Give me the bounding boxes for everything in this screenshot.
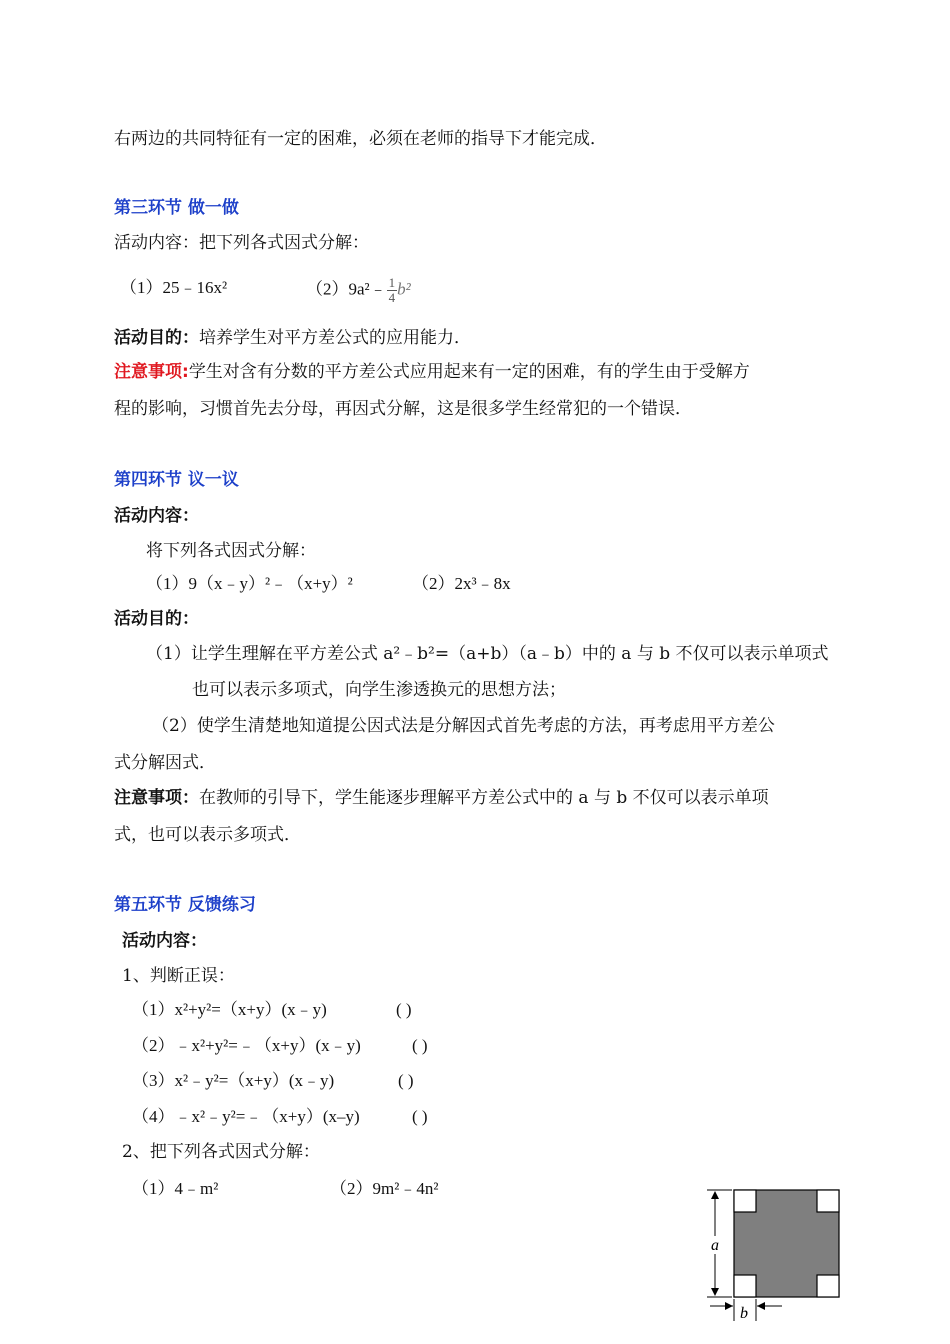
activity-content: 活动内容：把下列各式因式分解： xyxy=(114,233,369,253)
task-text: 将下列各式因式分解： xyxy=(146,541,316,561)
text-line: 右两边的共同特征有一定的困难，必须在老师的指导下才能完成． xyxy=(114,129,607,149)
answer-blank[interactable]: ( ) xyxy=(396,1000,412,1019)
activity-content-label: 活动内容： xyxy=(122,931,207,951)
fraction-denominator: 4 xyxy=(388,290,396,305)
section-three-title: 第三环节 做一做 xyxy=(114,198,239,218)
arrow-right-icon xyxy=(725,1302,733,1310)
note-label: 注意事项: xyxy=(114,362,189,382)
judge-item-1: （1）x²+y²=（x+y）(x﹣y) xyxy=(132,1000,327,1019)
purpose-point-1-cont: 也可以表示多项式，向学生渗透换元的思想方法； xyxy=(192,680,566,700)
activity-purpose-label: 活动目的： xyxy=(114,609,199,629)
judge-item-4: （4）﹣x²﹣y²=﹣（x+y）(x–y) xyxy=(132,1107,360,1126)
purpose-text: 培养学生对平方差公式的应用能力． xyxy=(199,328,471,348)
corner-square xyxy=(817,1275,839,1297)
note-continued: 程的影响，习惯首先去分母，再因式分解，这是很多学生经常犯的一个错误． xyxy=(114,399,692,419)
arrow-left-icon xyxy=(757,1302,765,1310)
square-corners-figure xyxy=(702,1186,852,1326)
purpose-point-2-cont: 式分解因式． xyxy=(114,753,216,773)
purpose-label: 活动目的： xyxy=(114,328,199,348)
purpose-point-1: （1）让学生理解在平方差公式 a²﹣b²=（a+b）（a﹣b）中的 a 与 b 不仅可以表示单项式 xyxy=(146,644,829,664)
section-four-title: 第四环节 议一议 xyxy=(114,470,239,490)
activity-purpose xyxy=(114,326,471,350)
note-label: 注意事项： xyxy=(114,788,199,808)
judge-item-3: （3）x²﹣y²=（x+y）(x﹣y) xyxy=(132,1071,335,1090)
answer-blank[interactable]: ( ) xyxy=(412,1036,428,1055)
answer-blank[interactable]: ( ) xyxy=(412,1107,428,1126)
arrow-down-icon xyxy=(711,1288,719,1296)
question-1: 1、判断正误： xyxy=(122,966,235,986)
judge-item-2: （2）﹣x²+y²=﹣（x+y）(x﹣y) xyxy=(132,1036,361,1055)
fraction-numerator: 1 xyxy=(388,275,396,290)
answer-blank[interactable]: ( ) xyxy=(398,1071,414,1090)
arrow-up-icon xyxy=(711,1191,719,1199)
factor-item-1: （1）4﹣m² xyxy=(132,1179,219,1198)
label-b: b xyxy=(740,1305,748,1322)
section-five-title: 第五环节 反馈练习 xyxy=(114,895,256,915)
fraction xyxy=(387,276,398,305)
corner-square xyxy=(734,1275,756,1297)
exercise-1: （1）9（x﹣y）²﹣（x+y）² xyxy=(146,574,353,593)
note xyxy=(114,786,769,810)
note-text: 学生对含有分数的平方差公式应用起来有一定的困难，有的学生由于受解方 xyxy=(188,362,750,382)
label-a: a xyxy=(711,1237,719,1254)
corner-square xyxy=(734,1190,756,1212)
exercise-2-pre: （2）9a²﹣ xyxy=(306,279,387,299)
activity-content-label: 活动内容： xyxy=(114,506,199,526)
note-continued: 式，也可以表示多项式． xyxy=(114,825,301,845)
question-2: 2、把下列各式因式分解： xyxy=(122,1142,320,1162)
exercise-1: （1）25﹣16x² xyxy=(120,278,228,297)
note-text: 在教师的引导下，学生能逐步理解平方差公式中的 a 与 b 不仅可以表示单项 xyxy=(199,788,769,808)
exercise-2-post: b² xyxy=(397,279,411,299)
corner-square xyxy=(817,1190,839,1212)
note xyxy=(114,360,750,384)
exercise-2 xyxy=(306,276,411,305)
exercise-2: （2）2x³﹣8x xyxy=(412,574,511,593)
purpose-point-2: （2）使学生清楚地知道提公因式法是分解因式首先考虑的方法，再考虑用平方差公 xyxy=(152,716,775,736)
factor-item-2: （2）9m²﹣4n² xyxy=(330,1179,439,1198)
